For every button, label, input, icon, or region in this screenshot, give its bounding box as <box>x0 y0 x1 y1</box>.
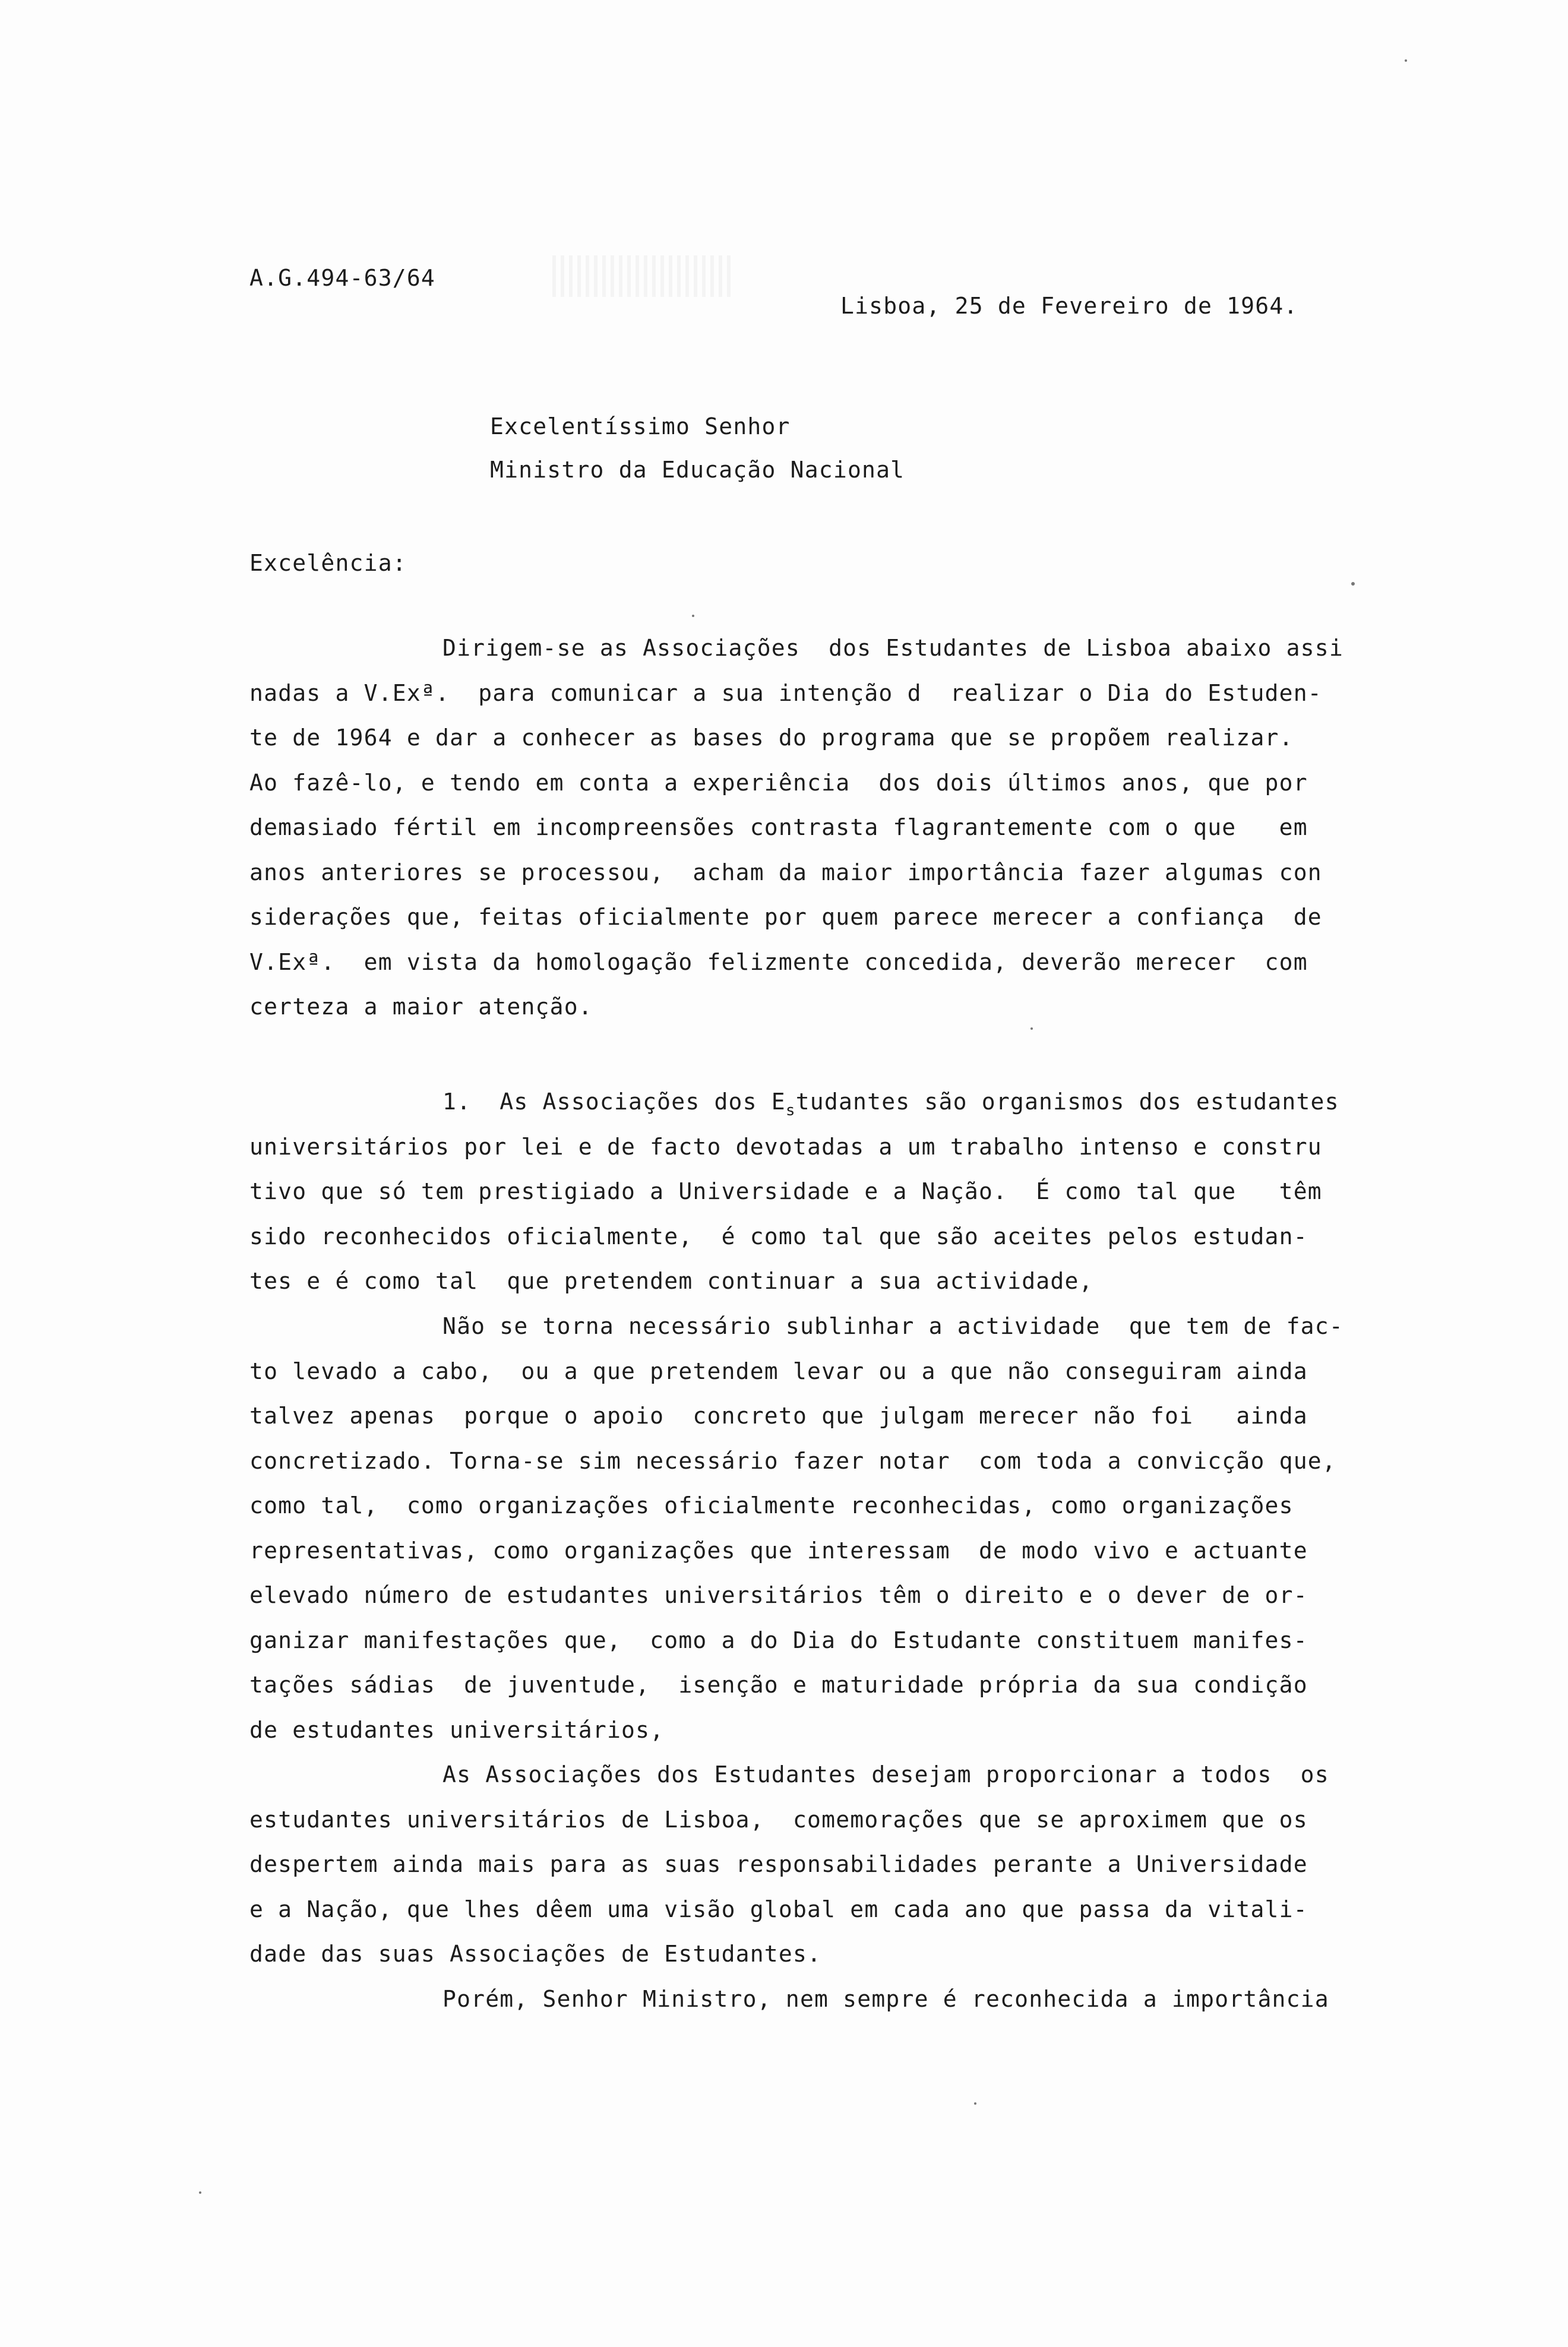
body-line: te de 1964 e dar a conhecer as bases do programa que se propõem realizar. <box>249 725 1294 751</box>
body-line: representativas, como organizações que interessam de modo vivo e actuante <box>249 1537 1308 1564</box>
paragraph-3 <box>249 1761 1461 1985</box>
body-line: Ao fazê-lo, e tendo em conta a experiência dos dois últimos anos, que por <box>249 769 1308 796</box>
body-line: como tal, como organizações oficialmente reconhecidas, como organizações <box>249 1492 1294 1519</box>
scan-speck <box>974 2102 976 2105</box>
salutation: Excelência: <box>249 550 407 576</box>
body-line: Dirigem-se as Associações dos Estudantes de Lisboa abaixo assi <box>442 635 1343 661</box>
body-line: nadas a V.Exª. para comunicar a sua intenção d realizar o Dia do Estuden- <box>249 679 1322 706</box>
body-line: siderações que, feitas oficialmente por quem parece merecer a confiança de <box>249 904 1322 930</box>
intro-paragraph <box>249 634 1461 1038</box>
section-1-text-a: 1. As Associações dos E <box>442 1089 786 1115</box>
paragraph-2 <box>249 1312 1461 1761</box>
section-1-subscript: s <box>785 1102 796 1119</box>
body-line: estudantes universitários de Lisboa, comemorações que se aproximem que os <box>249 1806 1308 1833</box>
paragraph-4 <box>249 1985 1461 2030</box>
addressee-title: Excelentíssimo Senhor <box>490 413 791 439</box>
body-line: elevado número de estudantes universitários têm o direito e o dever de or- <box>249 1582 1308 1608</box>
body-line: demasiado fértil em incompreensões contrasta flagrantemente com o que em <box>249 814 1308 840</box>
scan-speck <box>692 615 694 617</box>
body-line: anos anteriores se processou, acham da maior importância fazer algumas con <box>249 859 1322 885</box>
body-line: tações sádias de juventude, isenção e maturidade própria da sua condição <box>249 1672 1308 1698</box>
section-1-text-b: tudantes são organismos dos estudantes <box>795 1089 1339 1115</box>
scan-speck <box>1351 582 1355 586</box>
body-line: tivo que só tem prestigiado a Universidade e a Nação. É como tal que têm <box>249 1178 1322 1204</box>
body-line: despertem ainda mais para as suas responsabilidades perante a Universidade <box>249 1851 1308 1877</box>
body-line: Porém, Senhor Ministro, nem sempre é reconhecida a importância <box>442 1986 1329 2012</box>
section-1-paragraph <box>249 1088 1461 1312</box>
body-line: V.Exª. em vista da homologação felizmente concedida, deverão merecer com <box>249 948 1308 975</box>
body-line: concretizado. Torna-se sim necessário fazer notar com toda a convicção que, <box>249 1447 1336 1474</box>
body-line: As Associações dos Estudantes desejam proporcionar a todos os <box>442 1761 1329 1788</box>
addressee-office: Ministro da Educação Nacional <box>490 457 905 483</box>
body-line: Não se torna necessário sublinhar a actividade que tem de fac- <box>442 1313 1343 1339</box>
date-line: Lisboa, 25 de Fevereiro de 1964. <box>840 293 1298 319</box>
body-line: certeza a maior atenção. <box>249 994 593 1020</box>
body-line: tes e é como tal que pretendem continuar a sua actividade, <box>249 1268 1093 1294</box>
body-line: universitários por lei e de facto devotadas a um trabalho intenso e constru <box>249 1133 1322 1160</box>
body-line: dade das suas Associações de Estudantes. <box>249 1941 822 1967</box>
faded-stamp-mark <box>552 255 731 297</box>
body-line: talvez apenas porque o apoio concreto que julgam merecer não foi ainda <box>249 1403 1308 1429</box>
scan-speck <box>199 2191 201 2194</box>
body-line: ganizar manifestações que, como a do Dia do Estudante constituem manifes- <box>249 1627 1308 1653</box>
section-1-first-line <box>249 1088 1461 1133</box>
body-line: to levado a cabo, ou a que pretendem levar ou a que não conseguiram ainda <box>249 1358 1308 1384</box>
body-line: e a Nação, que lhes dêem uma visão global em cada ano que passa da vitali- <box>249 1896 1308 1922</box>
scan-speck <box>1030 1027 1033 1030</box>
body-line: de estudantes universitários, <box>249 1716 665 1743</box>
scan-speck <box>1405 59 1407 62</box>
reference-number: A.G.494-63/64 <box>249 265 436 291</box>
body-line: sido reconhecidos oficialmente, é como tal que são aceites pelos estudan- <box>249 1223 1308 1250</box>
